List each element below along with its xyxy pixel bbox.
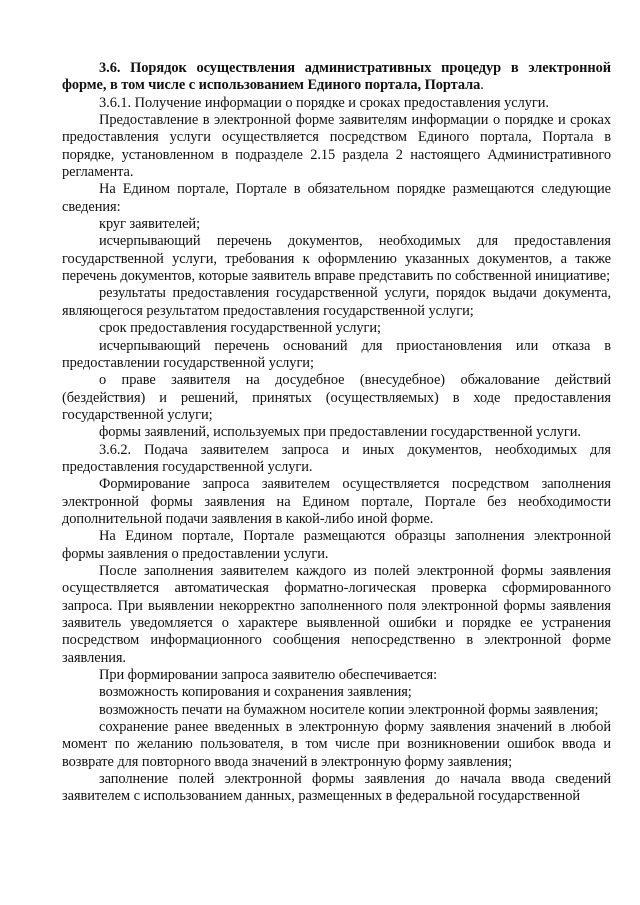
- list-item-applicants: круг заявителей;: [99, 216, 201, 233]
- list-item-term: срок предоставления государственной услуги;: [99, 320, 381, 337]
- paragraph-portal-info-intro: На Едином портале, Портале в обязательном порядке размещаются следующие сведения:: [62, 181, 611, 215]
- list-item-print: возможность печати на бумажном носителе копии электронной формы заявления;: [99, 701, 599, 718]
- section-heading-tail: .: [480, 77, 484, 94]
- paragraph-format-check: После заполнения заявителем каждого из полей электронной формы заявления осуществляется автоматическая форматно-логическая проверка сформированного запроса. При выявлении некорректно заполненного поля электронной формы заявления заявитель уведомляется о характере выявленной ошибки и порядке ее устранения посредством информационного сообщения непосредственно в электронной форме заявления.: [62, 562, 611, 666]
- paragraph-request-forming: Формирование запроса заявителем осуществляется посредством заполнения электронной формы заявления на Едином портале, Портале без необходимости дополнительной подачи заявления в какой-либо иной форме.: [62, 476, 611, 527]
- list-item-prefill: заполнение полей электронной формы заявления до начала ввода сведений заявителем с использованием данных, размещенных в федеральной государственной: [62, 771, 611, 805]
- list-item-saving-values: сохранение ранее введенных в электронную форму заявления значений в любой момент по желанию пользователя, в том числе при возникновении ошибок ввода и возврате для повторного ввода значений в электронную форму заявления;: [62, 719, 611, 770]
- paragraph-3-6-2-title: 3.6.2. Подача заявителем запроса и иных документов, необходимых для предоставления государственной услуги.: [62, 441, 611, 475]
- list-item-results: результаты предоставления государственной услуги, порядок выдачи документа, являющегося результатом предоставления государственной услуги;: [62, 285, 611, 319]
- paragraph-samples: На Едином портале, Портале размещаются образцы заполнения электронной формы заявления о предоставлении услуги.: [62, 528, 611, 562]
- list-item-copy-save: возможность копирования и сохранения заявления;: [99, 684, 412, 701]
- list-item-appeal-right: о праве заявителя на досудебное (внесудебное) обжалование действий (бездействия) и решений, принятых (осуществляемых) в ходе предоставления государственной услуги;: [62, 372, 611, 423]
- section-heading-bold: 3.6. Порядок осуществления административных процедур в электронной форме, в том числе с использованием Единого портала, Портала: [62, 60, 611, 94]
- paragraph-3-6-1-title: 3.6.1. Получение информации о порядке и сроках предоставления услуги.: [99, 94, 549, 111]
- list-item-documents: исчерпывающий перечень документов, необходимых для предоставления государственной услуги, требования к оформлению указанных документов, а также перечень документов, которые заявитель вправе представить по собственной инициативе;: [62, 233, 611, 285]
- paragraph-provided-intro: При формировании запроса заявителю обеспечивается:: [99, 667, 438, 684]
- list-item-forms: формы заявлений, используемых при предоставлении государственной услуги.: [99, 424, 581, 441]
- paragraph-info-provision: Предоставление в электронной форме заявителям информации о порядке и сроках предоставления услуги осуществляется посредством Единого портала, Портала в порядке, установленном в подразделе 2.15 раздела 2 настоящего Административного регламента.: [62, 112, 611, 181]
- section-heading: [62, 60, 611, 95]
- list-item-refusal-grounds: исчерпывающий перечень оснований для приостановления или отказа в предоставлении государственной услуги;: [62, 337, 611, 371]
- document-page: [62, 60, 611, 806]
